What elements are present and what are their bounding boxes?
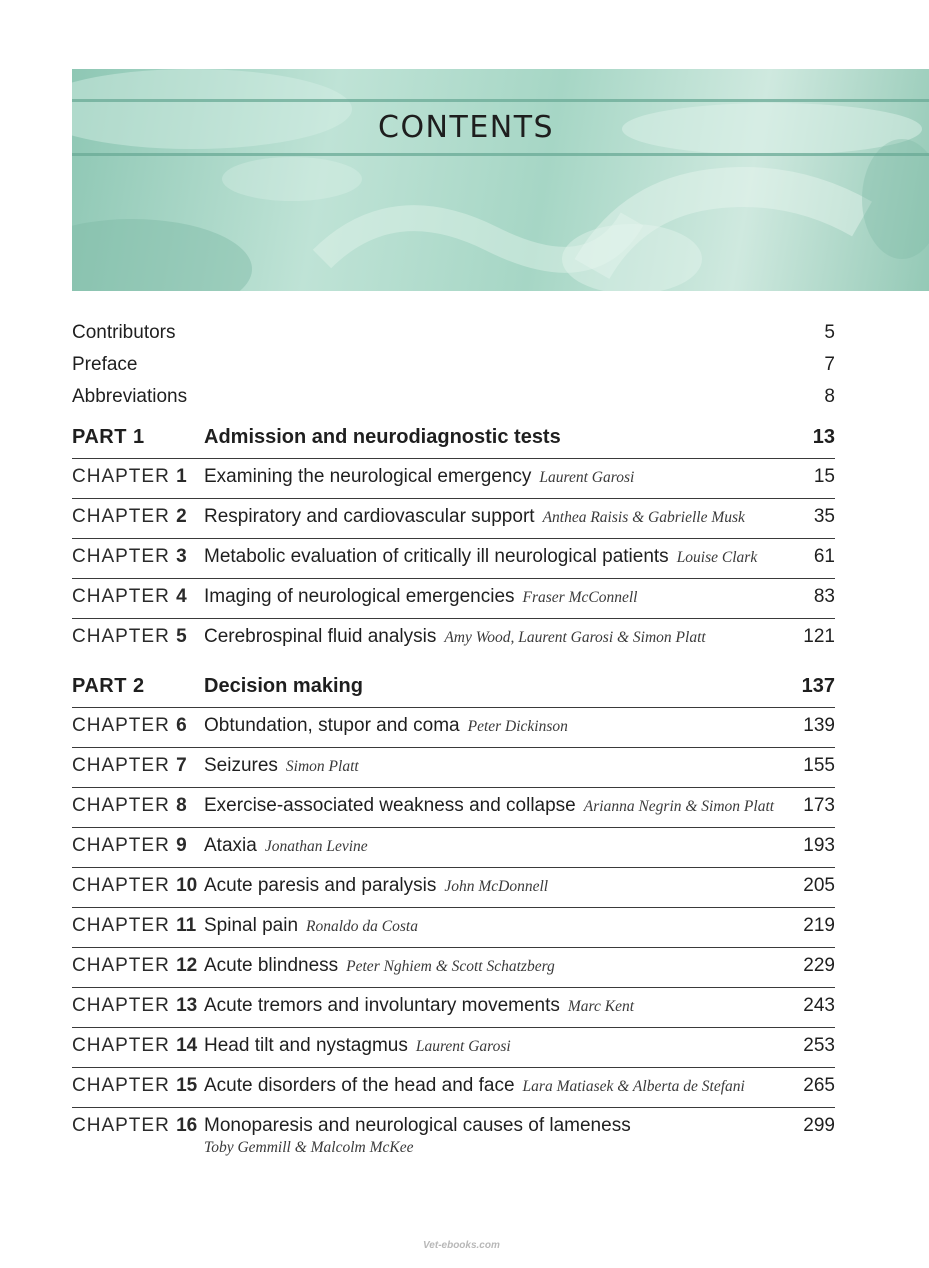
banner-xray-image [72,69,929,291]
chapter-author: John McDonnell [444,878,549,895]
part-title: Decision making [204,675,363,697]
divider [72,787,835,788]
divider [72,1107,835,1108]
chapter-title: Ataxia Jonathan Levine [204,835,368,856]
divider [72,618,835,619]
chapter-title: Acute paresis and paralysis John McDonnell [204,875,549,896]
chapter-title: Imaging of neurological emergencies Fraser McConnell [204,586,638,607]
chapter-title: Acute tremors and involuntary movements Marc Kent [204,995,635,1016]
divider [72,538,835,539]
divider [72,987,835,988]
chapter-label: CHAPTER 16 [72,1115,198,1136]
divider [72,867,835,868]
chapter-page: 61 [813,546,835,567]
part-label: PART 1 [72,426,145,448]
chapter-page: 139 [803,715,835,736]
banner-bottom-rule [72,153,929,156]
chapter-page: 121 [803,626,835,647]
divider [72,1027,835,1028]
page-title: CONTENTS [378,110,555,145]
entry-label: Abbreviations [72,386,188,407]
chapter-title: Seizures Simon Platt [204,755,359,776]
chapter-title: Acute blindness Peter Nghiem & Scott Schatzberg [204,955,555,976]
chapter-page: 243 [803,995,835,1016]
part-page: 13 [812,426,835,448]
divider [72,947,835,948]
chapter-author: Laurent Garosi [415,1038,511,1055]
chapter-label: CHAPTER 9 [72,835,187,856]
divider [72,827,835,828]
chapter-author: Peter Nghiem & Scott Schatzberg [346,958,555,975]
part-title: Admission and neurodiagnostic tests [204,426,561,448]
chapter-title: Obtundation, stupor and coma Peter Dickinson [204,715,568,736]
entry-label: Contributors [72,322,176,343]
chapter-page: 265 [803,1075,835,1096]
chapter-page: 83 [813,586,835,607]
divider [72,707,835,708]
divider [72,907,835,908]
entry-label: Preface [72,354,138,375]
chapter-label: CHAPTER 15 [72,1075,198,1096]
part-page: 137 [801,675,835,697]
chapter-page: 15 [813,466,835,487]
chapter-author: Simon Platt [285,758,359,775]
chapter-page: 299 [803,1115,835,1136]
chapter-label: CHAPTER 11 [72,915,197,936]
chapter-label: CHAPTER 10 [72,875,198,896]
divider [72,578,835,579]
chapter-title: Spinal pain Ronaldo da Costa [204,915,418,936]
chapter-label: CHAPTER 7 [72,755,187,776]
chapter-label: CHAPTER 8 [72,795,187,816]
chapter-author: Toby Gemmill & Malcolm McKee [204,1139,414,1156]
chapter-title: Metabolic evaluation of critically ill neurological patients Louise Clark [204,546,758,567]
chapter-label: CHAPTER 1 [72,466,187,487]
chapter-author: Peter Dickinson [467,718,568,735]
divider [72,458,835,459]
divider [72,498,835,499]
chapter-label: CHAPTER 2 [72,506,187,527]
chapter-author: Marc Kent [567,998,635,1015]
contents-banner [72,69,929,291]
entry-page: 8 [824,386,835,407]
chapter-page: 193 [803,835,835,856]
chapter-page: 205 [803,875,835,896]
part-label: PART 2 [72,675,145,697]
chapter-title: Monoparesis and neurological causes of lameness [204,1115,631,1136]
banner-top-rule [72,99,929,102]
chapter-page: 173 [803,795,835,816]
chapter-title: Head tilt and nystagmus Laurent Garosi [204,1035,511,1056]
chapter-page: 155 [803,755,835,776]
divider [72,747,835,748]
chapter-title: Examining the neurological emergency Laurent Garosi [204,466,635,487]
chapter-label: CHAPTER 12 [72,955,198,976]
entry-page: 7 [824,354,835,375]
watermark: Vet-ebooks.com [423,1240,500,1251]
chapter-author: Arianna Negrin & Simon Platt [583,798,775,815]
divider [72,1067,835,1068]
chapter-title: Respiratory and cardiovascular support Anthea Raisis & Gabrielle Musk [204,506,745,527]
chapter-author: Jonathan Levine [264,838,368,855]
chapter-page: 253 [803,1035,835,1056]
chapter-label: CHAPTER 13 [72,995,198,1016]
chapter-label: CHAPTER 5 [72,626,187,647]
chapter-author: Anthea Raisis & Gabrielle Musk [542,509,745,526]
chapter-label: CHAPTER 4 [72,586,187,607]
chapter-author: Louise Clark [676,549,758,566]
chapter-label: CHAPTER 6 [72,715,187,736]
chapter-page: 229 [803,955,835,976]
chapter-author: Fraser McConnell [522,589,638,606]
chapter-title: Cerebrospinal fluid analysis Amy Wood, Laurent Garosi & Simon Platt [204,626,706,647]
chapter-title: Exercise-associated weakness and collapse Arianna Negrin & Simon Platt [204,795,775,816]
chapter-author: Laurent Garosi [539,469,635,486]
chapter-page: 35 [813,506,835,527]
chapter-label: CHAPTER 3 [72,546,187,567]
entry-page: 5 [824,322,835,343]
chapter-label: CHAPTER 14 [72,1035,198,1056]
chapter-author: Amy Wood, Laurent Garosi & Simon Platt [444,629,706,646]
chapter-author: Ronaldo da Costa [306,918,418,935]
chapter-author: Lara Matiasek & Alberta de Stefani [522,1078,745,1095]
chapter-page: 219 [803,915,835,936]
chapter-title: Acute disorders of the head and face Lara Matiasek & Alberta de Stefani [204,1075,745,1096]
